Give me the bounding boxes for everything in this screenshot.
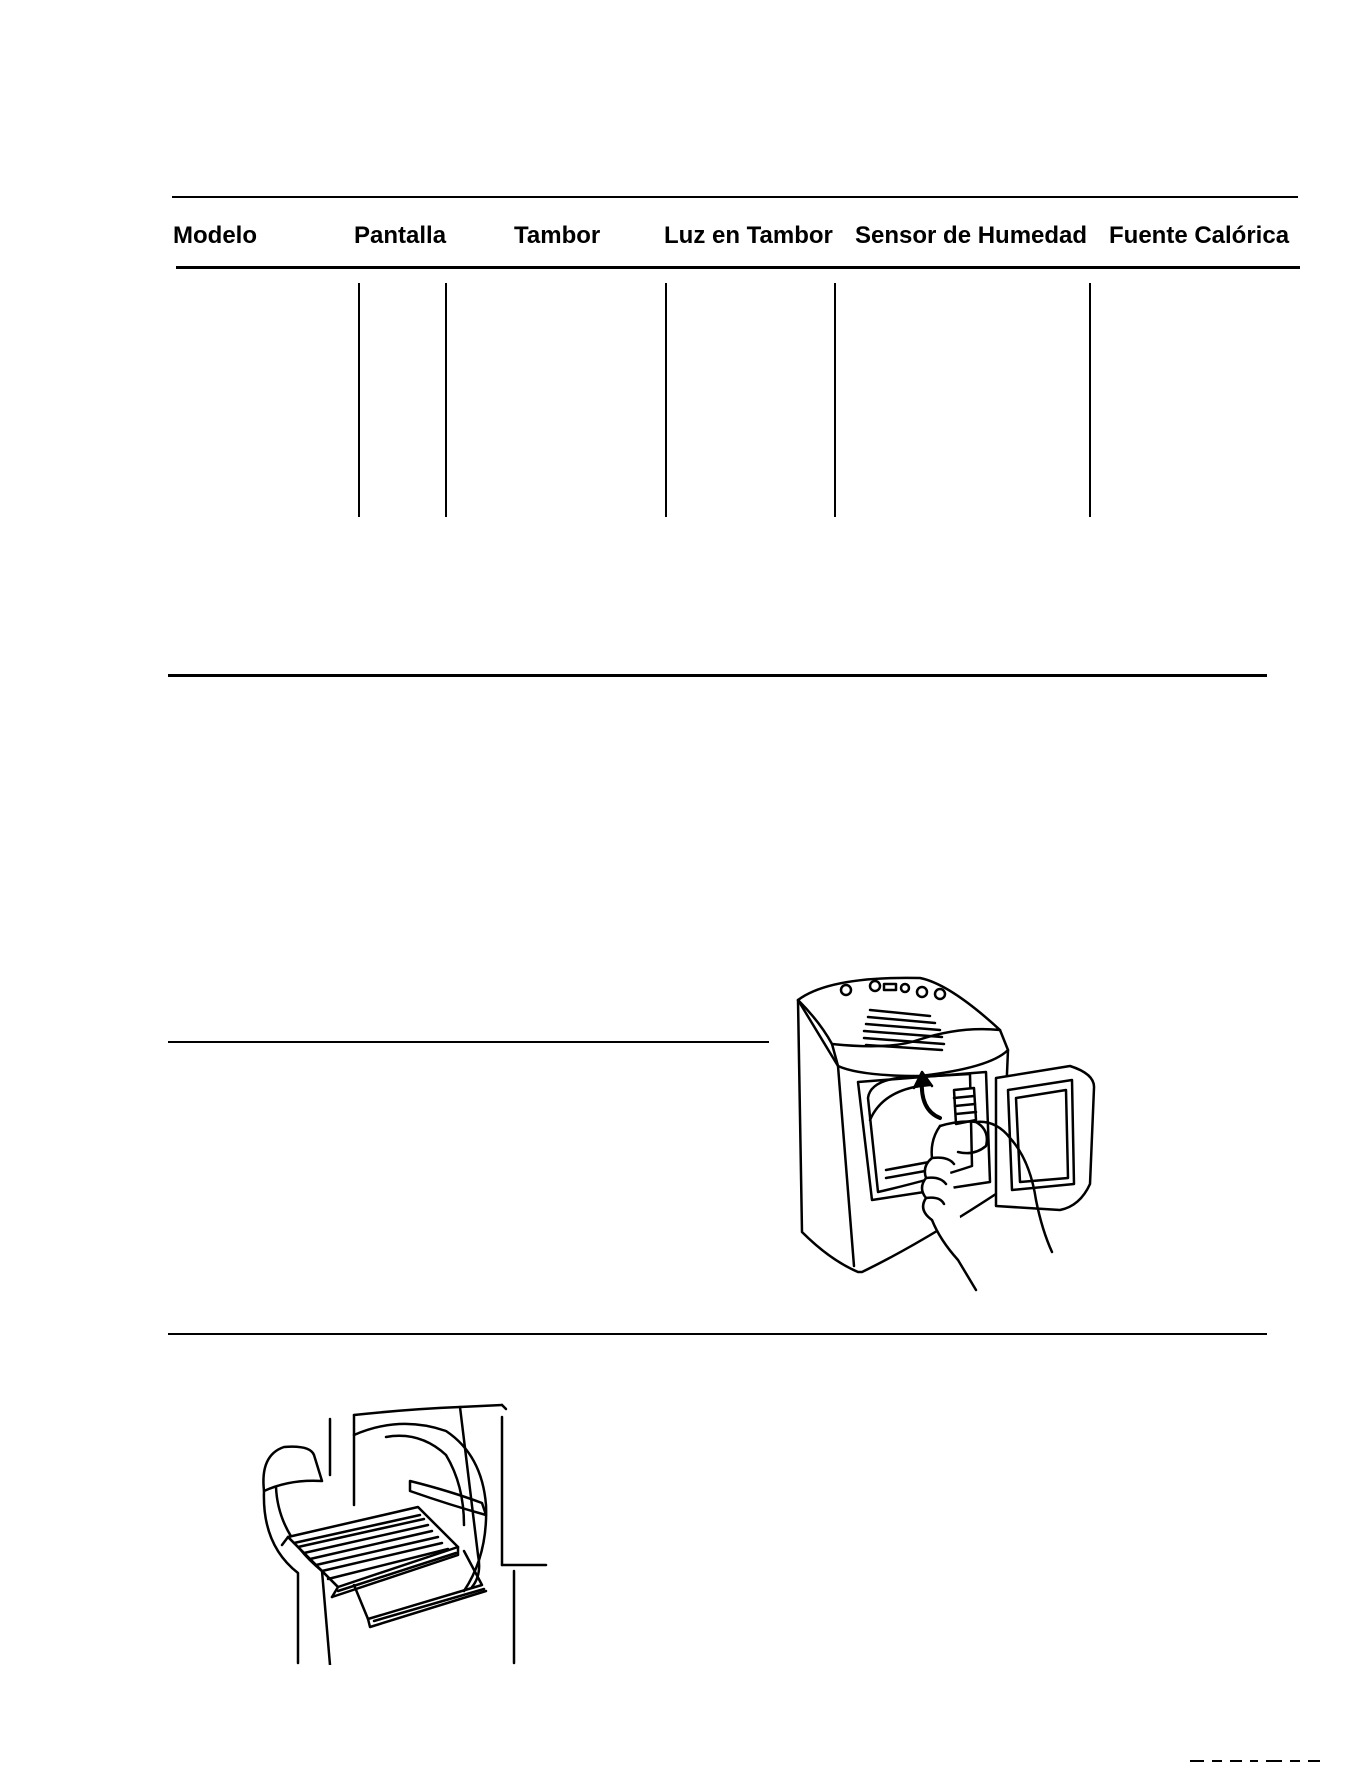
header-luz-en-tambor: Luz en Tambor [664, 222, 833, 249]
column-divider [1089, 283, 1091, 517]
drying-rack-illustration [250, 1395, 550, 1665]
column-divider [665, 283, 667, 517]
section-divider-half [168, 1041, 769, 1043]
section-divider [168, 1333, 1267, 1335]
table-header-rule [176, 266, 1300, 269]
header-sensor-de-humedad: Sensor de Humedad [855, 222, 1088, 249]
column-divider [445, 283, 447, 517]
column-divider [834, 283, 836, 517]
header-modelo: Modelo [173, 222, 257, 249]
header-pantalla: Pantalla [354, 222, 447, 249]
footer-marks [1190, 1752, 1360, 1758]
column-divider [358, 283, 360, 517]
dryer-hand-bulb-illustration [790, 970, 1110, 1310]
table-top-rule [172, 196, 1298, 198]
section-divider [168, 674, 1267, 677]
header-tambor: Tambor [514, 222, 601, 249]
header-fuente-calorica: Fuente Calórica [1109, 222, 1290, 249]
